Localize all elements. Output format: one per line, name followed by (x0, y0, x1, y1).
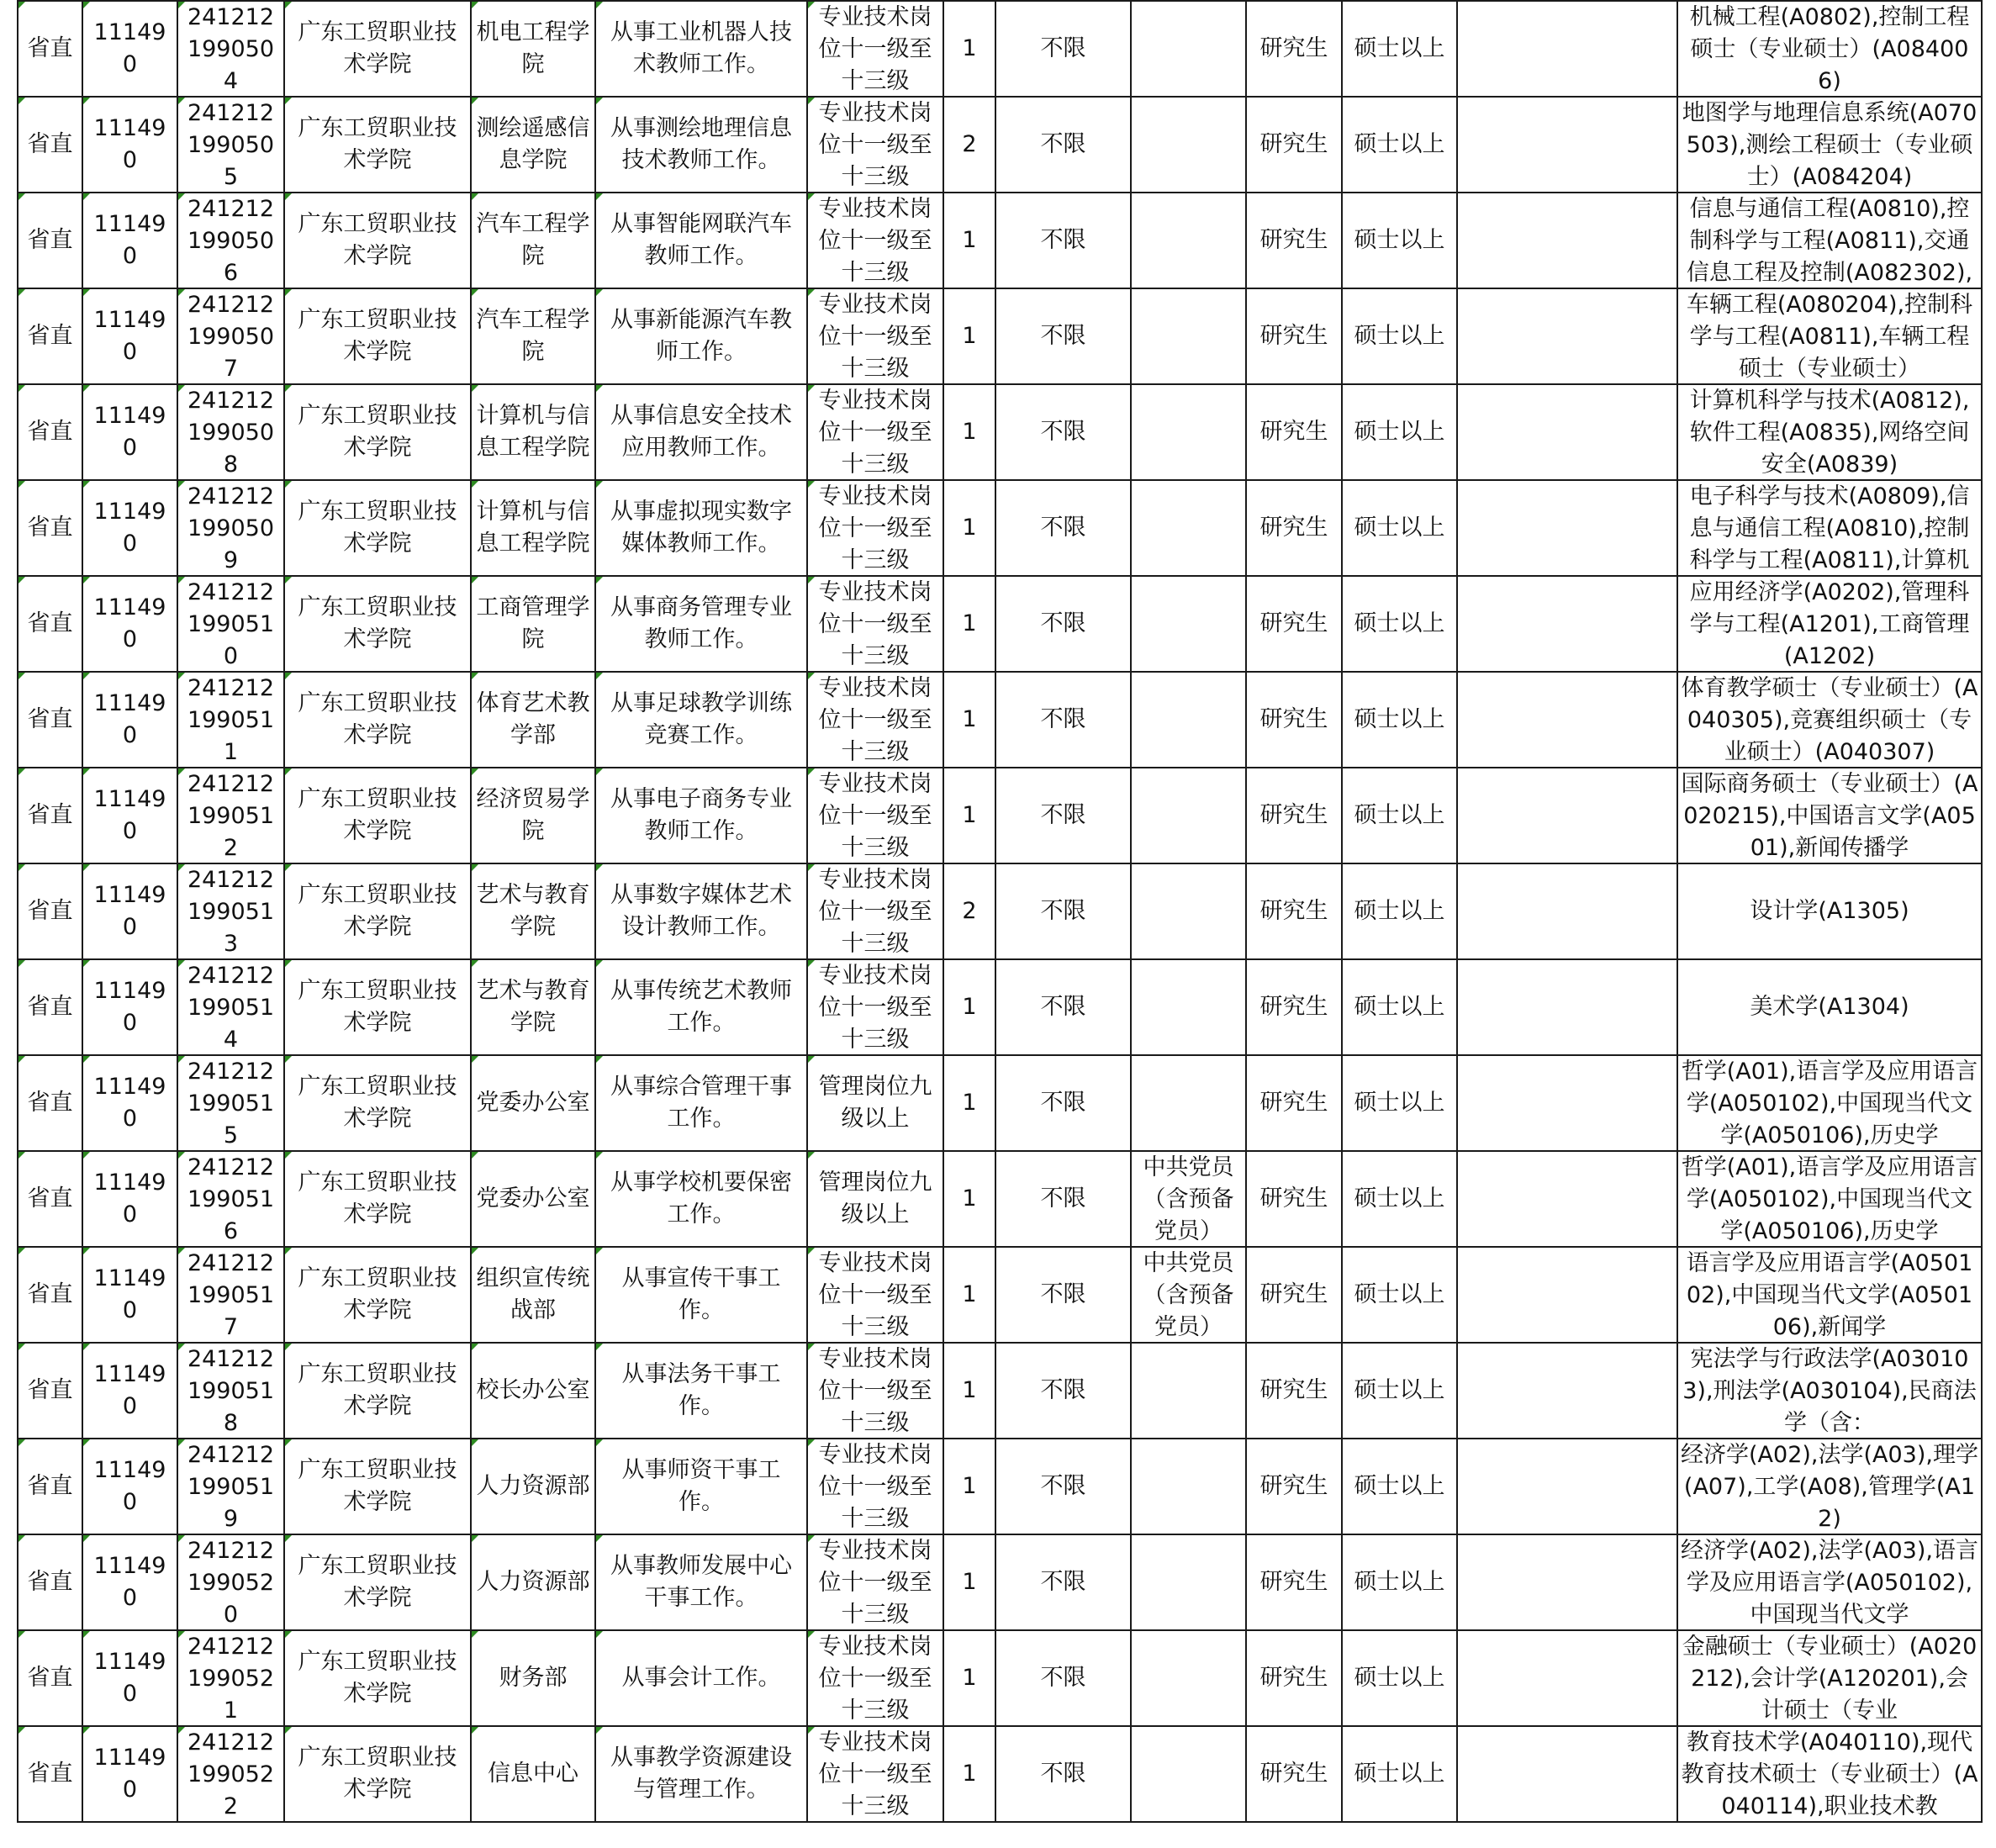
post-level-cell[interactable]: 专业技术岗位十一级至十三级 (807, 384, 943, 480)
education-cell[interactable]: 研究生 (1246, 1, 1342, 97)
org-code-cell[interactable]: 111490 (82, 480, 177, 576)
table-row (18, 1630, 1982, 1726)
employer-cell[interactable]: 广东工贸职业技术学院 (284, 1534, 471, 1630)
table-row (18, 1343, 1982, 1439)
blank-cell[interactable] (1457, 384, 1677, 480)
politics-cell[interactable] (1131, 672, 1246, 768)
major-cell[interactable]: 金融硕士（专业硕士）(A020212),会计学(A120201),会计硕士（专业 (1677, 1630, 1982, 1726)
post-level-cell[interactable]: 专业技术岗位十一级至十三级 (807, 97, 943, 193)
blank-cell[interactable] (1457, 1630, 1677, 1726)
blank-cell[interactable] (1457, 959, 1677, 1055)
post-level-cell[interactable]: 专业技术岗位十一级至十三级 (807, 480, 943, 576)
table-row (18, 863, 1982, 959)
politics-cell[interactable] (1131, 288, 1246, 384)
department-cell[interactable]: 工商管理学院 (471, 576, 595, 672)
position-code-cell[interactable]: 2412121990511 (177, 672, 284, 768)
politics-cell[interactable] (1131, 480, 1246, 576)
table-row (18, 288, 1982, 384)
gender-cell[interactable]: 不限 (995, 672, 1131, 768)
gender-cell[interactable]: 不限 (995, 1, 1131, 97)
degree-cell[interactable]: 硕士以上 (1342, 1055, 1457, 1151)
duties-cell[interactable]: 从事虚拟现实数字媒体教师工作。 (595, 480, 807, 576)
duties-cell[interactable]: 从事足球教学训练竞赛工作。 (595, 672, 807, 768)
department-cell[interactable]: 艺术与教育学院 (471, 863, 595, 959)
employer-cell[interactable]: 广东工贸职业技术学院 (284, 1343, 471, 1439)
blank-cell[interactable] (1457, 1439, 1677, 1534)
major-cell[interactable]: 计算机科学与技术(A0812),软件工程(A0835),网络空间安全(A0839) (1677, 384, 1982, 480)
department-cell[interactable]: 党委办公室 (471, 1055, 595, 1151)
position-code-cell[interactable]: 2412121990521 (177, 1630, 284, 1726)
org-code-cell[interactable]: 111490 (82, 1151, 177, 1247)
major-cell[interactable]: 应用经济学(A0202),管理科学与工程(A1201),工商管理(A1202) (1677, 576, 1982, 672)
education-cell[interactable]: 研究生 (1246, 480, 1342, 576)
duties-cell[interactable]: 从事宣传干事工作。 (595, 1247, 807, 1343)
gender-cell[interactable]: 不限 (995, 1726, 1131, 1822)
politics-cell[interactable]: 中共党员（含预备党员） (1131, 1151, 1246, 1247)
level-cell[interactable]: 省直 (18, 1726, 82, 1822)
org-code-cell[interactable]: 111490 (82, 576, 177, 672)
degree-cell[interactable]: 硕士以上 (1342, 1151, 1457, 1247)
table-row (18, 1534, 1982, 1630)
blank-cell[interactable] (1457, 1151, 1677, 1247)
org-code-cell[interactable]: 111490 (82, 1439, 177, 1534)
position-code-cell[interactable]: 2412121990517 (177, 1247, 284, 1343)
politics-cell[interactable] (1131, 1343, 1246, 1439)
politics-cell[interactable] (1131, 576, 1246, 672)
employer-cell[interactable]: 广东工贸职业技术学院 (284, 193, 471, 288)
level-cell[interactable]: 省直 (18, 1630, 82, 1726)
gender-cell[interactable]: 不限 (995, 1630, 1131, 1726)
department-cell[interactable]: 测绘遥感信息学院 (471, 97, 595, 193)
major-cell[interactable]: 经济学(A02),法学(A03),理学(A07),工学(A08),管理学(A12) (1677, 1439, 1982, 1534)
politics-cell[interactable] (1131, 1726, 1246, 1822)
department-cell[interactable]: 组织宣传统战部 (471, 1247, 595, 1343)
education-cell[interactable]: 研究生 (1246, 863, 1342, 959)
degree-cell[interactable]: 硕士以上 (1342, 1726, 1457, 1822)
politics-cell[interactable]: 中共党员（含预备党员） (1131, 1247, 1246, 1343)
education-cell[interactable]: 研究生 (1246, 1439, 1342, 1534)
count-cell[interactable]: 1 (943, 576, 995, 672)
count-cell[interactable]: 1 (943, 1439, 995, 1534)
employer-cell[interactable]: 广东工贸职业技术学院 (284, 1, 471, 97)
level-cell[interactable]: 省直 (18, 672, 82, 768)
post-level-cell[interactable]: 专业技术岗位十一级至十三级 (807, 576, 943, 672)
degree-cell[interactable]: 硕士以上 (1342, 1534, 1457, 1630)
post-level-cell[interactable]: 管理岗位九级以上 (807, 1055, 943, 1151)
duties-cell[interactable]: 从事教师发展中心干事工作。 (595, 1534, 807, 1630)
blank-cell[interactable] (1457, 576, 1677, 672)
blank-cell[interactable] (1457, 288, 1677, 384)
post-level-cell[interactable]: 专业技术岗位十一级至十三级 (807, 863, 943, 959)
department-cell[interactable]: 机电工程学院 (471, 1, 595, 97)
count-cell[interactable]: 1 (943, 480, 995, 576)
education-cell[interactable]: 研究生 (1246, 97, 1342, 193)
gender-cell[interactable]: 不限 (995, 480, 1131, 576)
education-cell[interactable]: 研究生 (1246, 384, 1342, 480)
post-level-cell[interactable]: 专业技术岗位十一级至十三级 (807, 1, 943, 97)
duties-cell[interactable]: 从事传统艺术教师工作。 (595, 959, 807, 1055)
org-code-cell[interactable]: 111490 (82, 1055, 177, 1151)
employer-cell[interactable]: 广东工贸职业技术学院 (284, 576, 471, 672)
department-cell[interactable]: 信息中心 (471, 1726, 595, 1822)
degree-cell[interactable]: 硕士以上 (1342, 959, 1457, 1055)
employer-cell[interactable]: 广东工贸职业技术学院 (284, 1247, 471, 1343)
count-cell[interactable]: 1 (943, 1630, 995, 1726)
major-cell[interactable]: 设计学(A1305) (1677, 863, 1982, 959)
blank-cell[interactable] (1457, 1726, 1677, 1822)
count-cell[interactable]: 2 (943, 97, 995, 193)
gender-cell[interactable]: 不限 (995, 863, 1131, 959)
level-cell[interactable]: 省直 (18, 576, 82, 672)
post-level-cell[interactable]: 管理岗位九级以上 (807, 1151, 943, 1247)
gender-cell[interactable]: 不限 (995, 384, 1131, 480)
blank-cell[interactable] (1457, 193, 1677, 288)
education-cell[interactable]: 研究生 (1246, 959, 1342, 1055)
duties-cell[interactable]: 从事智能网联汽车教师工作。 (595, 193, 807, 288)
politics-cell[interactable] (1131, 384, 1246, 480)
department-cell[interactable]: 校长办公室 (471, 1343, 595, 1439)
table-body (18, 1, 1982, 1822)
post-level-cell[interactable]: 专业技术岗位十一级至十三级 (807, 1630, 943, 1726)
duties-cell[interactable]: 从事测绘地理信息技术教师工作。 (595, 97, 807, 193)
department-cell[interactable]: 计算机与信息工程学院 (471, 384, 595, 480)
department-cell[interactable]: 汽车工程学院 (471, 288, 595, 384)
degree-cell[interactable]: 硕士以上 (1342, 768, 1457, 863)
level-cell[interactable]: 省直 (18, 1343, 82, 1439)
department-cell[interactable]: 财务部 (471, 1630, 595, 1726)
duties-cell[interactable]: 从事师资干事工作。 (595, 1439, 807, 1534)
table-row (18, 1726, 1982, 1822)
level-cell[interactable]: 省直 (18, 863, 82, 959)
department-cell[interactable]: 党委办公室 (471, 1151, 595, 1247)
post-level-cell[interactable]: 专业技术岗位十一级至十三级 (807, 1534, 943, 1630)
politics-cell[interactable] (1131, 1055, 1246, 1151)
major-cell[interactable]: 语言学及应用语言学(A050102),中国现当代文学(A050106),新闻学 (1677, 1247, 1982, 1343)
position-code-cell[interactable]: 2412121990504 (177, 1, 284, 97)
post-level-cell[interactable]: 专业技术岗位十一级至十三级 (807, 1247, 943, 1343)
employer-cell[interactable]: 广东工贸职业技术学院 (284, 768, 471, 863)
gender-cell[interactable]: 不限 (995, 1343, 1131, 1439)
blank-cell[interactable] (1457, 1, 1677, 97)
blank-cell[interactable] (1457, 1343, 1677, 1439)
degree-cell[interactable]: 硕士以上 (1342, 1, 1457, 97)
level-cell[interactable]: 省直 (18, 193, 82, 288)
gender-cell[interactable]: 不限 (995, 768, 1131, 863)
position-code-cell[interactable]: 2412121990507 (177, 288, 284, 384)
education-cell[interactable]: 研究生 (1246, 1151, 1342, 1247)
department-cell[interactable]: 人力资源部 (471, 1534, 595, 1630)
org-code-cell[interactable]: 111490 (82, 97, 177, 193)
count-cell[interactable]: 1 (943, 768, 995, 863)
duties-cell[interactable]: 从事综合管理干事工作。 (595, 1055, 807, 1151)
politics-cell[interactable] (1131, 1, 1246, 97)
org-code-cell[interactable]: 111490 (82, 959, 177, 1055)
org-code-cell[interactable]: 111490 (82, 1343, 177, 1439)
employer-cell[interactable]: 广东工贸职业技术学院 (284, 959, 471, 1055)
duties-cell[interactable]: 从事信息安全技术应用教师工作。 (595, 384, 807, 480)
degree-cell[interactable]: 硕士以上 (1342, 384, 1457, 480)
politics-cell[interactable] (1131, 768, 1246, 863)
table-row (18, 480, 1982, 576)
level-cell[interactable]: 省直 (18, 288, 82, 384)
post-level-cell[interactable]: 专业技术岗位十一级至十三级 (807, 1726, 943, 1822)
level-cell[interactable]: 省直 (18, 480, 82, 576)
level-cell[interactable]: 省直 (18, 1534, 82, 1630)
org-code-cell[interactable]: 111490 (82, 1247, 177, 1343)
org-code-cell[interactable]: 111490 (82, 1, 177, 97)
major-cell[interactable]: 经济学(A02),法学(A03),语言学及应用语言学(A050102),中国现当代文学 (1677, 1534, 1982, 1630)
degree-cell[interactable]: 硕士以上 (1342, 1247, 1457, 1343)
level-cell[interactable]: 省直 (18, 959, 82, 1055)
education-cell[interactable]: 研究生 (1246, 1630, 1342, 1726)
count-cell[interactable]: 1 (943, 1534, 995, 1630)
major-cell[interactable]: 地图学与地理信息系统(A070503),测绘工程硕士（专业硕士）(A084204) (1677, 97, 1982, 193)
employer-cell[interactable]: 广东工贸职业技术学院 (284, 1630, 471, 1726)
education-cell[interactable]: 研究生 (1246, 288, 1342, 384)
major-cell[interactable]: 美术学(A1304) (1677, 959, 1982, 1055)
position-code-cell[interactable]: 2412121990522 (177, 1726, 284, 1822)
org-code-cell[interactable]: 111490 (82, 672, 177, 768)
post-level-cell[interactable]: 专业技术岗位十一级至十三级 (807, 672, 943, 768)
position-code-cell[interactable]: 2412121990516 (177, 1151, 284, 1247)
position-code-cell[interactable]: 2412121990512 (177, 768, 284, 863)
blank-cell[interactable] (1457, 480, 1677, 576)
education-cell[interactable]: 研究生 (1246, 576, 1342, 672)
gender-cell[interactable]: 不限 (995, 193, 1131, 288)
employer-cell[interactable]: 广东工贸职业技术学院 (284, 1055, 471, 1151)
education-cell[interactable]: 研究生 (1246, 1343, 1342, 1439)
position-code-cell[interactable]: 2412121990520 (177, 1534, 284, 1630)
blank-cell[interactable] (1457, 863, 1677, 959)
count-cell[interactable]: 1 (943, 672, 995, 768)
gender-cell[interactable]: 不限 (995, 1439, 1131, 1534)
org-code-cell[interactable]: 111490 (82, 1630, 177, 1726)
post-level-cell[interactable]: 专业技术岗位十一级至十三级 (807, 1343, 943, 1439)
post-level-cell[interactable]: 专业技术岗位十一级至十三级 (807, 193, 943, 288)
degree-cell[interactable]: 硕士以上 (1342, 193, 1457, 288)
level-cell[interactable]: 省直 (18, 1055, 82, 1151)
post-level-cell[interactable]: 专业技术岗位十一级至十三级 (807, 288, 943, 384)
count-cell[interactable]: 1 (943, 1055, 995, 1151)
duties-cell[interactable]: 从事工业机器人技术教师工作。 (595, 1, 807, 97)
degree-cell[interactable]: 硕士以上 (1342, 1630, 1457, 1726)
employer-cell[interactable]: 广东工贸职业技术学院 (284, 480, 471, 576)
position-code-cell[interactable]: 2412121990506 (177, 193, 284, 288)
org-code-cell[interactable]: 111490 (82, 863, 177, 959)
politics-cell[interactable] (1131, 863, 1246, 959)
position-code-cell[interactable]: 2412121990505 (177, 97, 284, 193)
employer-cell[interactable]: 广东工贸职业技术学院 (284, 863, 471, 959)
position-code-cell[interactable]: 2412121990519 (177, 1439, 284, 1534)
blank-cell[interactable] (1457, 1055, 1677, 1151)
count-cell[interactable]: 1 (943, 384, 995, 480)
major-cell[interactable]: 电子科学与技术(A0809),信息与通信工程(A0810),控制科学与工程(A0811),计算机 (1677, 480, 1982, 576)
position-code-cell[interactable]: 2412121990509 (177, 480, 284, 576)
post-level-cell[interactable]: 专业技术岗位十一级至十三级 (807, 1439, 943, 1534)
major-cell[interactable]: 宪法学与行政法学(A030103),刑法学(A030104),民商法学（含： (1677, 1343, 1982, 1439)
degree-cell[interactable]: 硕士以上 (1342, 480, 1457, 576)
major-cell[interactable]: 哲学(A01),语言学及应用语言学(A050102),中国现当代文学(A050106),历史学 (1677, 1151, 1982, 1247)
level-cell[interactable]: 省直 (18, 1247, 82, 1343)
count-cell[interactable]: 1 (943, 193, 995, 288)
gender-cell[interactable]: 不限 (995, 1534, 1131, 1630)
blank-cell[interactable] (1457, 1247, 1677, 1343)
politics-cell[interactable] (1131, 193, 1246, 288)
degree-cell[interactable]: 硕士以上 (1342, 288, 1457, 384)
level-cell[interactable]: 省直 (18, 1, 82, 97)
table-row (18, 193, 1982, 288)
major-cell[interactable]: 信息与通信工程(A0810),控制科学与工程(A0811),交通信息工程及控制(A082302), (1677, 193, 1982, 288)
education-cell[interactable]: 研究生 (1246, 193, 1342, 288)
gender-cell[interactable]: 不限 (995, 97, 1131, 193)
department-cell[interactable]: 汽车工程学院 (471, 193, 595, 288)
level-cell[interactable]: 省直 (18, 1439, 82, 1534)
employer-cell[interactable]: 广东工贸职业技术学院 (284, 288, 471, 384)
blank-cell[interactable] (1457, 1534, 1677, 1630)
blank-cell[interactable] (1457, 97, 1677, 193)
politics-cell[interactable] (1131, 97, 1246, 193)
blank-cell[interactable] (1457, 768, 1677, 863)
table-row (18, 1247, 1982, 1343)
education-cell[interactable]: 研究生 (1246, 1534, 1342, 1630)
duties-cell[interactable]: 从事法务干事工作。 (595, 1343, 807, 1439)
org-code-cell[interactable]: 111490 (82, 1726, 177, 1822)
employer-cell[interactable]: 广东工贸职业技术学院 (284, 672, 471, 768)
department-cell[interactable]: 人力资源部 (471, 1439, 595, 1534)
position-code-cell[interactable]: 2412121990508 (177, 384, 284, 480)
employer-cell[interactable]: 广东工贸职业技术学院 (284, 1439, 471, 1534)
table-row (18, 1, 1982, 97)
table-row (18, 384, 1982, 480)
degree-cell[interactable]: 硕士以上 (1342, 1343, 1457, 1439)
position-code-cell[interactable]: 2412121990514 (177, 959, 284, 1055)
gender-cell[interactable]: 不限 (995, 1151, 1131, 1247)
duties-cell[interactable]: 从事数字媒体艺术设计教师工作。 (595, 863, 807, 959)
department-cell[interactable]: 艺术与教育学院 (471, 959, 595, 1055)
politics-cell[interactable] (1131, 959, 1246, 1055)
level-cell[interactable]: 省直 (18, 768, 82, 863)
duties-cell[interactable]: 从事新能源汽车教师工作。 (595, 288, 807, 384)
count-cell[interactable]: 1 (943, 1247, 995, 1343)
count-cell[interactable]: 1 (943, 1151, 995, 1247)
major-cell[interactable]: 哲学(A01),语言学及应用语言学(A050102),中国现当代文学(A050106),历史学 (1677, 1055, 1982, 1151)
duties-cell[interactable]: 从事电子商务专业教师工作。 (595, 768, 807, 863)
count-cell[interactable]: 1 (943, 288, 995, 384)
degree-cell[interactable]: 硕士以上 (1342, 1439, 1457, 1534)
table-row (18, 672, 1982, 768)
degree-cell[interactable]: 硕士以上 (1342, 672, 1457, 768)
job-table (17, 0, 1983, 1823)
table-row (18, 1151, 1982, 1247)
table-row (18, 768, 1982, 863)
employer-cell[interactable]: 广东工贸职业技术学院 (284, 384, 471, 480)
education-cell[interactable]: 研究生 (1246, 1726, 1342, 1822)
org-code-cell[interactable]: 111490 (82, 384, 177, 480)
major-cell[interactable]: 机械工程(A0802),控制工程硕士（专业硕士）(A084006) (1677, 1, 1982, 97)
politics-cell[interactable] (1131, 1534, 1246, 1630)
education-cell[interactable]: 研究生 (1246, 768, 1342, 863)
gender-cell[interactable]: 不限 (995, 288, 1131, 384)
politics-cell[interactable] (1131, 1630, 1246, 1726)
org-code-cell[interactable]: 111490 (82, 768, 177, 863)
level-cell[interactable]: 省直 (18, 1151, 82, 1247)
major-cell[interactable]: 体育教学硕士（专业硕士）(A040305),竞赛组织硕士（专业硕士）(A040307) (1677, 672, 1982, 768)
duties-cell[interactable]: 从事商务管理专业教师工作。 (595, 576, 807, 672)
table-row (18, 959, 1982, 1055)
count-cell[interactable]: 1 (943, 1726, 995, 1822)
politics-cell[interactable] (1131, 1439, 1246, 1534)
count-cell[interactable]: 2 (943, 863, 995, 959)
duties-cell[interactable]: 从事学校机要保密工作。 (595, 1151, 807, 1247)
table-row (18, 1439, 1982, 1534)
position-code-cell[interactable]: 2412121990510 (177, 576, 284, 672)
department-cell[interactable]: 经济贸易学院 (471, 768, 595, 863)
level-cell[interactable]: 省直 (18, 384, 82, 480)
position-code-cell[interactable]: 2412121990513 (177, 863, 284, 959)
degree-cell[interactable]: 硕士以上 (1342, 97, 1457, 193)
org-code-cell[interactable]: 111490 (82, 288, 177, 384)
employer-cell[interactable]: 广东工贸职业技术学院 (284, 1151, 471, 1247)
department-cell[interactable]: 体育艺术教学部 (471, 672, 595, 768)
major-cell[interactable]: 车辆工程(A080204),控制科学与工程(A0811),车辆工程硕士（专业硕士） (1677, 288, 1982, 384)
gender-cell[interactable]: 不限 (995, 1247, 1131, 1343)
department-cell[interactable]: 计算机与信息工程学院 (471, 480, 595, 576)
employer-cell[interactable]: 广东工贸职业技术学院 (284, 1726, 471, 1822)
post-level-cell[interactable]: 专业技术岗位十一级至十三级 (807, 768, 943, 863)
major-cell[interactable]: 国际商务硕士（专业硕士）(A020215),中国语言文学(A0501),新闻传播学 (1677, 768, 1982, 863)
count-cell[interactable]: 1 (943, 959, 995, 1055)
education-cell[interactable]: 研究生 (1246, 672, 1342, 768)
level-cell[interactable]: 省直 (18, 97, 82, 193)
table-row (18, 1055, 1982, 1151)
education-cell[interactable]: 研究生 (1246, 1247, 1342, 1343)
employer-cell[interactable]: 广东工贸职业技术学院 (284, 97, 471, 193)
gender-cell[interactable]: 不限 (995, 576, 1131, 672)
count-cell[interactable]: 1 (943, 1, 995, 97)
blank-cell[interactable] (1457, 672, 1677, 768)
degree-cell[interactable]: 硕士以上 (1342, 863, 1457, 959)
duties-cell[interactable]: 从事教学资源建设与管理工作。 (595, 1726, 807, 1822)
table-row (18, 97, 1982, 193)
gender-cell[interactable]: 不限 (995, 959, 1131, 1055)
duties-cell[interactable]: 从事会计工作。 (595, 1630, 807, 1726)
major-cell[interactable]: 教育技术学(A040110),现代教育技术硕士（专业硕士）(A040114),职业技术教 (1677, 1726, 1982, 1822)
degree-cell[interactable]: 硕士以上 (1342, 576, 1457, 672)
table-row (18, 576, 1982, 672)
org-code-cell[interactable]: 111490 (82, 193, 177, 288)
education-cell[interactable]: 研究生 (1246, 1055, 1342, 1151)
position-code-cell[interactable]: 2412121990515 (177, 1055, 284, 1151)
gender-cell[interactable]: 不限 (995, 1055, 1131, 1151)
position-code-cell[interactable]: 2412121990518 (177, 1343, 284, 1439)
org-code-cell[interactable]: 111490 (82, 1534, 177, 1630)
count-cell[interactable]: 1 (943, 1343, 995, 1439)
post-level-cell[interactable]: 专业技术岗位十一级至十三级 (807, 959, 943, 1055)
